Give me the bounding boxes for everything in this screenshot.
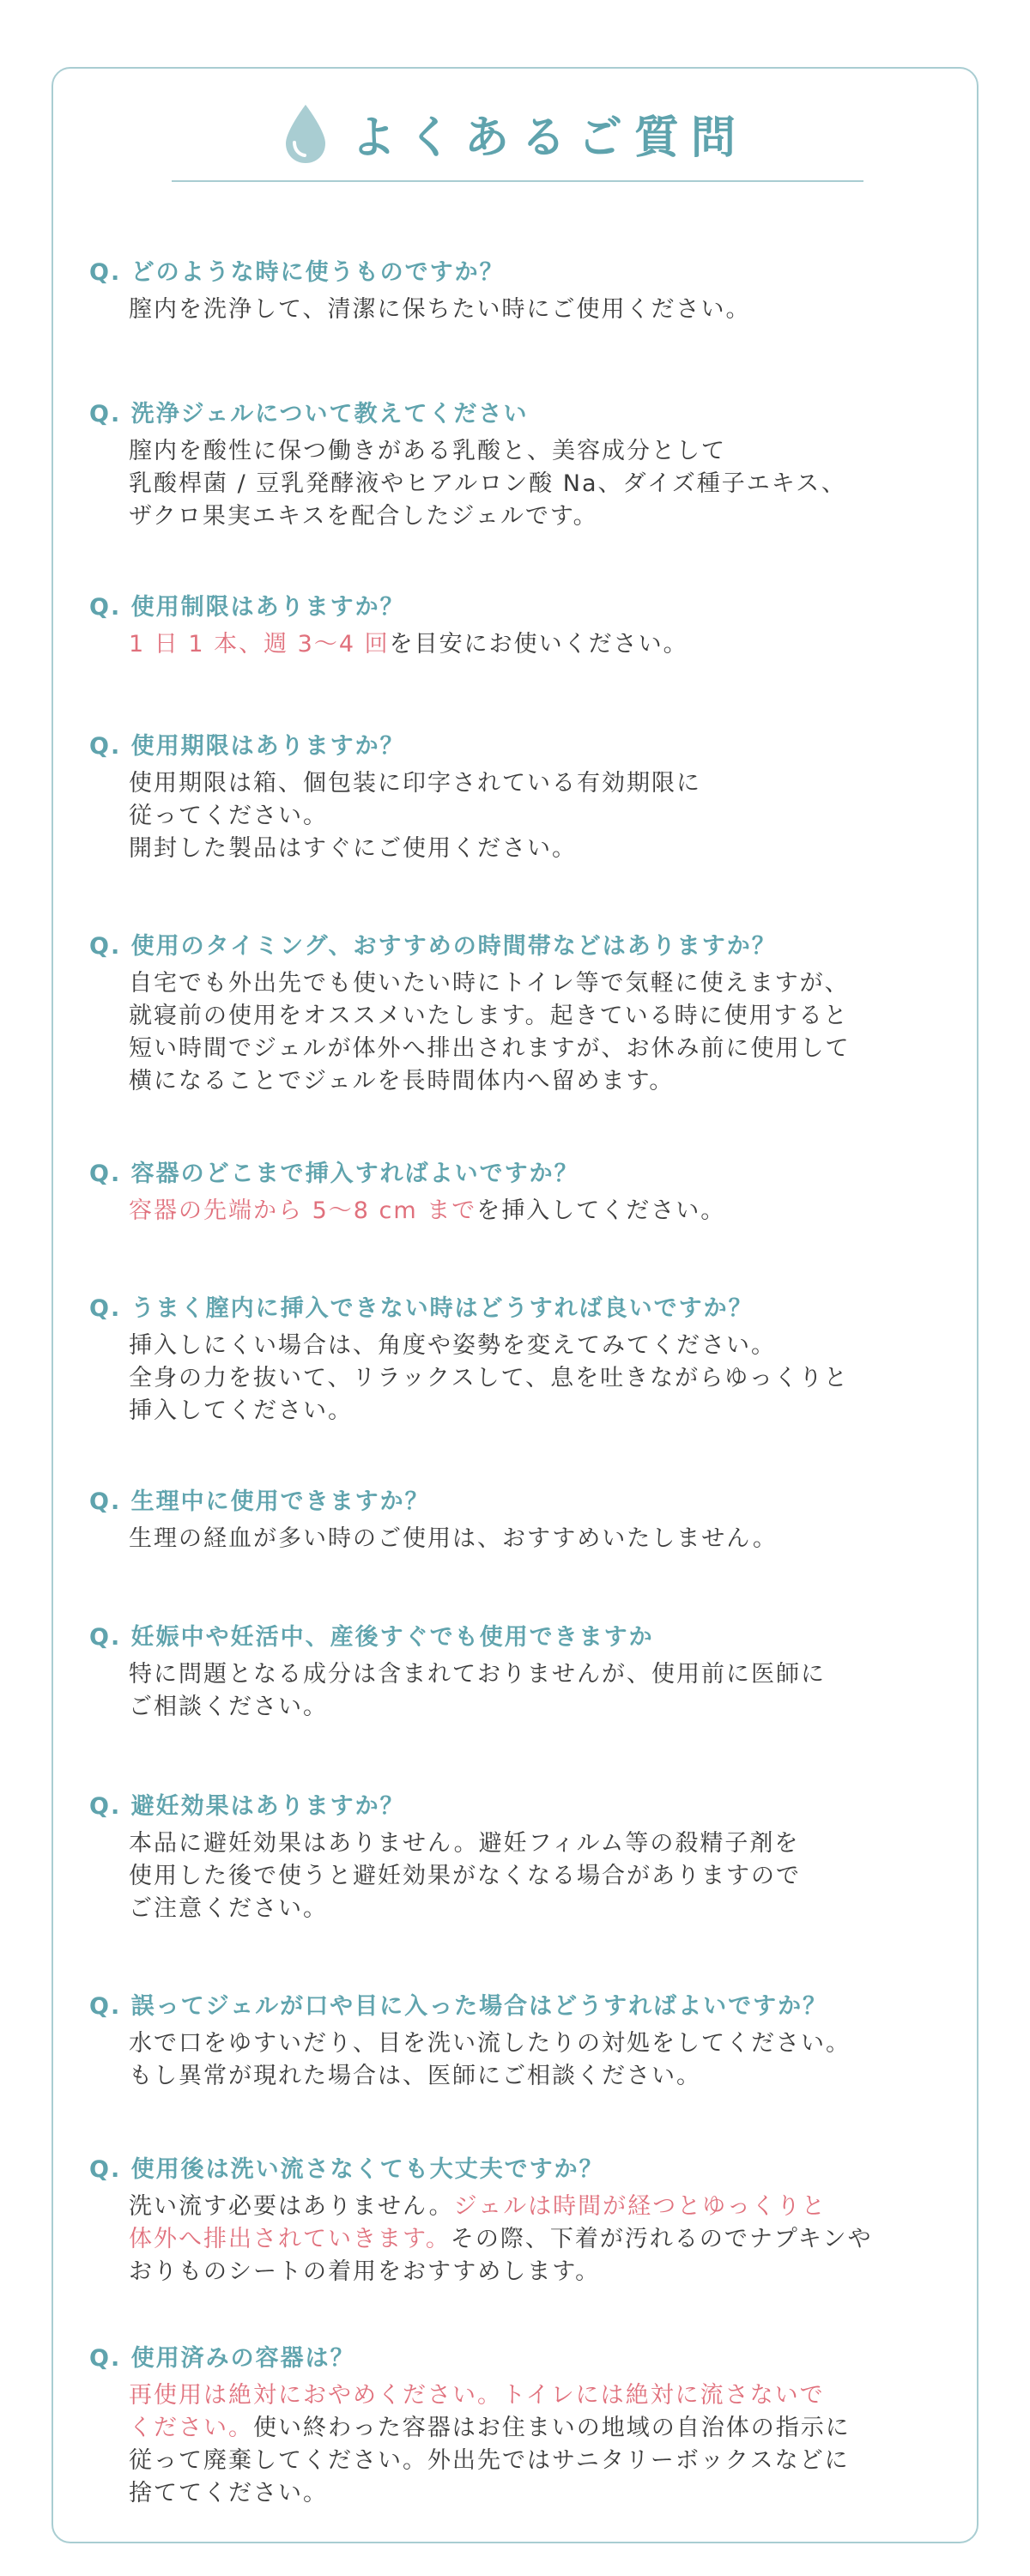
faq-question: Q. 生理中に使用できますか？ [89,1488,430,1515]
faq-item [89,2342,956,2510]
faq-item [89,1485,956,1555]
faq-question: Q. どのような時に使うものですか？ [89,259,505,286]
faq-answer [89,1523,956,1555]
answer-line [129,1658,956,1691]
faq-question: Q. 使用後は洗い流さなくても大丈夫ですか？ [89,2156,604,2183]
faq-answer [89,1195,956,1227]
answer-line [129,2412,956,2445]
answer-text: 就寝前の使用をオススメいたします。起きている時に使用すると [129,1003,849,1029]
answer-line [129,1330,956,1362]
answer-text: 捨ててください。 [129,2480,328,2506]
answer-text: 従ってください。 [129,803,328,829]
answer-text: 開封した製品はすぐにご使用ください。 [129,835,577,862]
faq-answer [89,767,956,865]
faq-answer [89,1827,956,1925]
answer-text: 乳酸桿菌 / 豆乳発酵液やヒアルロン酸 Na、ダイズ種子エキス、 [129,470,846,497]
answer-line [129,628,956,661]
faq-item [89,1990,956,2093]
answer-line [129,2027,956,2060]
answer-text: 特に問題となる成分は含まれておりませんが、使用前に医師に [129,1661,826,1688]
answer-line [129,1033,956,1065]
faq-answer [89,2191,956,2288]
faq-question: Q. 妊娠中や妊活中、産後すぐでも使用できますか [89,1624,654,1651]
page-title: よくあるご質問 [350,112,748,164]
answer-line [129,800,956,833]
answer-highlight: 容器の先端から 5〜8 cm まで [129,1197,477,1224]
answer-line [129,967,956,1000]
answer-line [129,435,956,468]
answer-text: ご注意ください。 [129,1895,328,1922]
answer-highlight: ください。 [129,2415,253,2441]
faq-item [89,397,956,533]
answer-text: 膣内を酸性に保つ働きがある乳酸と、美容成分として [129,438,726,464]
title-divider [172,180,863,182]
answer-text: 横になることでジェルを長時間体内へ留めます。 [129,1068,675,1094]
answer-highlight: 1 日 1 本、週 3〜4 回 [129,631,390,658]
faq-item [89,930,956,1098]
answer-text: 挿入してください。 [129,1397,353,1424]
faq-item [89,730,956,865]
answer-text: 従って廃棄してください。外出先ではサニタリーボックスなどに [129,2447,850,2474]
answer-text: 短い時間でジェルが体外へ排出されますが、お休み前に使用して [129,1035,851,1062]
water-drop-icon [282,103,329,165]
faq-question: Q. 誤ってジェルが口や目に入った場合はどうすればよいですか？ [89,1993,828,2020]
answer-text: もし異常が現れた場合は、医師にご相談ください。 [129,2063,701,2089]
faq-answer [89,2027,956,2093]
answer-line [129,500,956,533]
answer-highlight: ジェルは時間が経つとゆっくりと [453,2193,827,2220]
faq-header [53,101,977,170]
answer-line [129,767,956,800]
answer-line [129,1523,956,1555]
answer-line [129,1691,956,1724]
answer-line [129,1827,956,1860]
answer-text: 生理の経血が多い時のご使用は、おすすめいたしません。 [129,1525,778,1552]
answer-text: 使い終わった容器はお住まいの地域の自治体の指示に [253,2415,851,2441]
faq-answer [89,2379,956,2510]
answer-text: その際、下着が汚れるのでナプキンや [450,2226,873,2252]
answer-text: おりものシートの着用をおすすめします。 [129,2258,601,2285]
faq-answer [89,294,956,326]
answer-line [129,2256,956,2288]
answer-line [129,2445,956,2477]
answer-line [129,1395,956,1427]
answer-line [129,294,956,326]
faq-card [52,67,978,2543]
answer-text: 挿入しにくい場合は、角度や姿勢を変えてみてください。 [129,1332,776,1359]
faq-item [89,2153,956,2288]
answer-line [129,1000,956,1033]
faq-item [89,591,956,661]
answer-text: 使用期限は箱、個包装に印字されている有効期限に [129,770,701,797]
answer-text: 洗い流す必要はありません。 [129,2193,454,2220]
answer-line [129,1860,956,1893]
answer-line [129,2060,956,2093]
faq-answer [89,1330,956,1427]
faq-item [89,1157,956,1227]
faq-answer [89,967,956,1098]
answer-text: ご相談ください。 [129,1694,328,1720]
answer-text: 自宅でも外出先でも使いたい時にトイレ等で気軽に使えますが、 [129,970,850,997]
answer-line [129,1362,956,1395]
answer-line [129,2477,956,2510]
faq-question: Q. 使用済みの容器は？ [89,2345,355,2372]
answer-line [129,468,956,500]
faq-item [89,1621,956,1724]
answer-line [129,833,956,865]
answer-text: 使用した後で使うと避妊効果がなくなる場合がありますので [129,1863,801,1889]
answer-line [129,1065,956,1098]
answer-text: を目安にお使いください。 [389,631,688,658]
faq-answer [89,435,956,533]
faq-question: Q. 使用制限はありますか？ [89,594,405,621]
faq-answer [89,1658,956,1724]
faq-question: Q. 洗浄ジェルについて教えてください [89,401,529,427]
answer-line [129,1195,956,1227]
answer-text: 全身の力を抜いて、リラックスして、息を吐きながらゆっくりと [129,1365,849,1391]
faq-item [89,256,956,326]
answer-line [129,2379,956,2412]
faq-item [89,1790,956,1925]
faq-question: Q. 避妊効果はありますか？ [89,1793,405,1820]
faq-question: Q. うまく膣内に挿入できない時はどうすれば良いですか？ [89,1295,754,1322]
answer-text: 本品に避妊効果はありません。避妊フィルム等の殺精子剤を [129,1830,800,1857]
answer-line [129,2191,956,2223]
answer-text: ザクロ果実エキスを配合したジェルです。 [129,503,598,530]
answer-highlight: 再使用は絶対におやめください。トイレには絶対に流さないで [129,2382,825,2409]
answer-highlight: 体外へ排出されていきます。 [129,2226,451,2252]
answer-line [129,1893,956,1925]
answer-line [129,2223,956,2256]
faq-question: Q. 容器のどこまで挿入すればよいですか？ [89,1161,579,1187]
faq-item [89,1292,956,1427]
answer-text: を挿入してください。 [476,1197,726,1224]
answer-text: 膣内を洗浄して、清潔に保ちたい時にご使用ください。 [129,296,751,323]
faq-answer [89,628,956,661]
answer-text: 水で口をゆすいだり、目を洗い流したりの対処をしてください。 [129,2030,851,2057]
faq-question: Q. 使用のタイミング、おすすめの時間帯などはありますか？ [89,933,777,960]
faq-question: Q. 使用期限はありますか？ [89,733,405,760]
